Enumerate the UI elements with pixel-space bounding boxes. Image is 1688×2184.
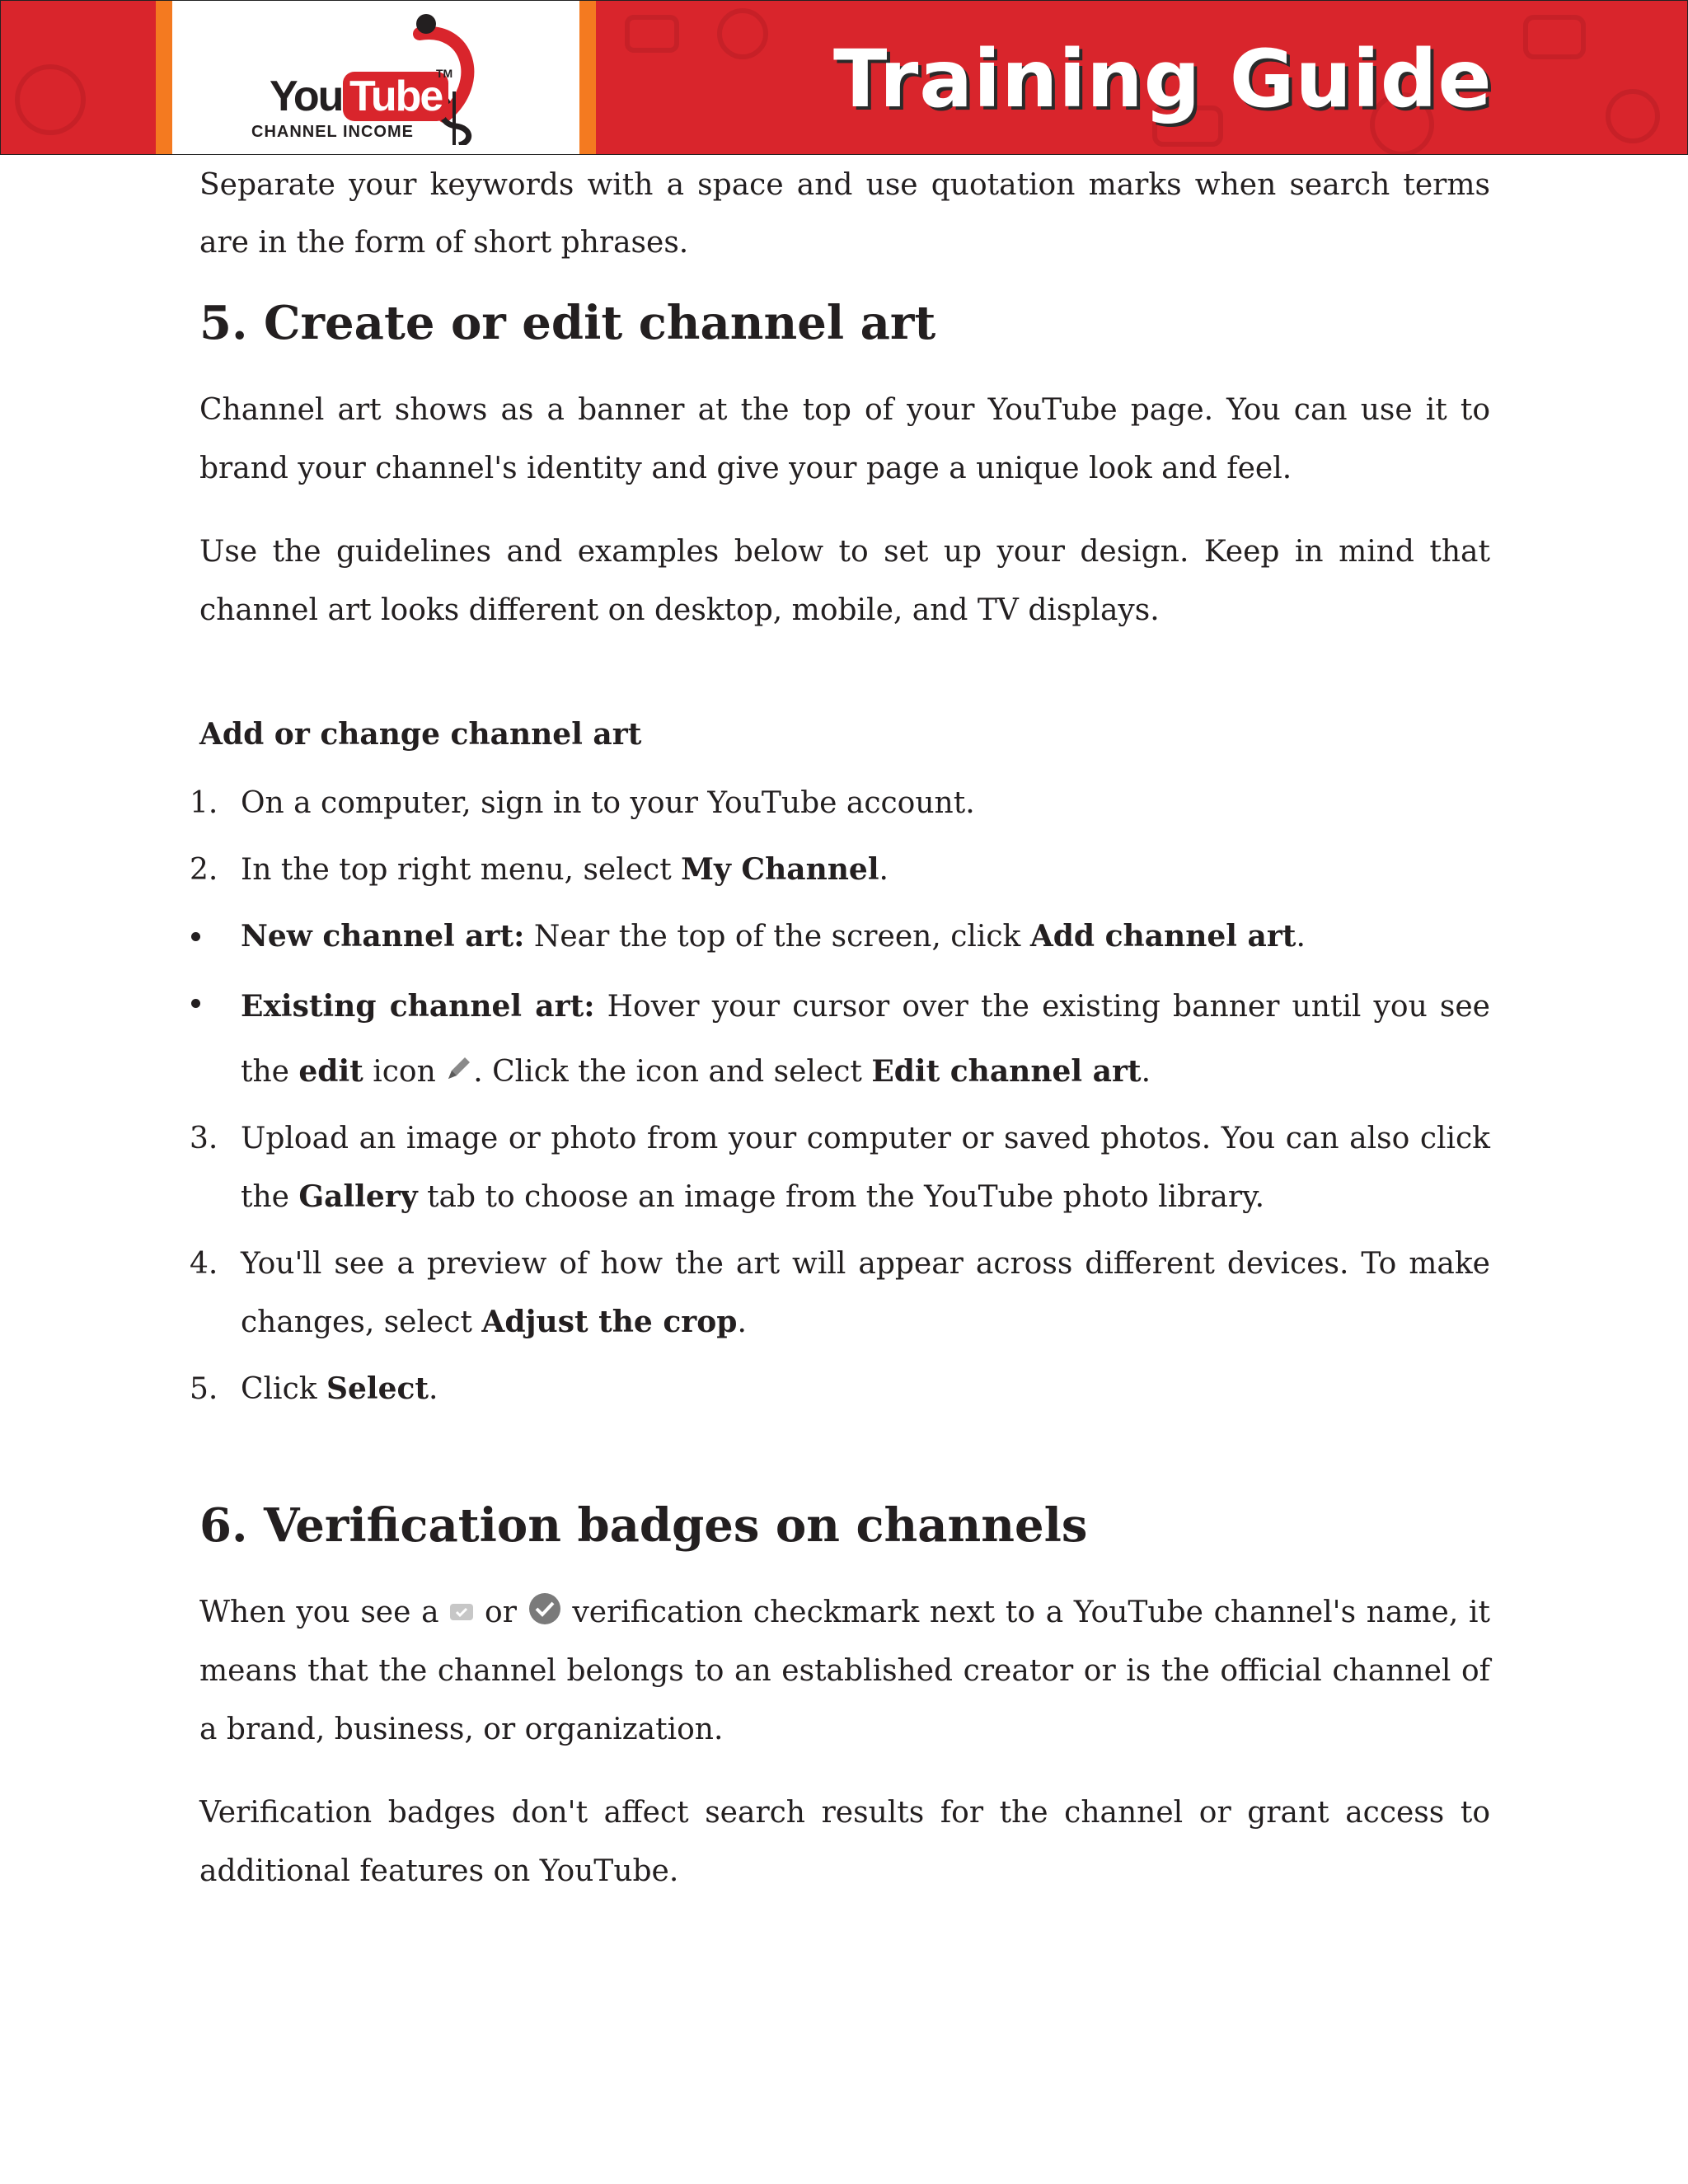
bullet-dot: [191, 932, 200, 941]
list-item: [190, 841, 1490, 899]
step-text: In the top right menu, select: [241, 853, 682, 887]
bullet-bold-text: New channel art:: [241, 919, 525, 954]
page-title: Training Guide: [833, 33, 1493, 125]
section-6-paragraph-1: [199, 1583, 1490, 1759]
bullet-text-2: icon: [363, 1055, 436, 1089]
step-number: 1.: [190, 786, 218, 820]
document-body: [190, 157, 1490, 1900]
section-6-heading: 6. Verification badges on channels: [199, 1498, 1088, 1553]
logo-you-text: You: [270, 73, 343, 120]
step-text-end: .: [737, 1305, 747, 1339]
list-item: [199, 907, 1490, 966]
step-bold-text: Adjust the crop: [481, 1305, 738, 1339]
step-text-end: tab to choose an image from the YouTube photo library.: [417, 1180, 1265, 1214]
page-header: [0, 0, 1688, 155]
list-item: [199, 974, 1490, 1104]
step-bold-text: My Channel: [681, 852, 879, 887]
list-item: [190, 1360, 1490, 1418]
verified-circle-icon: [528, 1591, 562, 1626]
bullet-dot: [191, 999, 200, 1008]
list-item: [190, 774, 1490, 832]
step-text-end: .: [879, 853, 889, 887]
logo: [156, 1, 596, 154]
logo-tube-text: Tube: [343, 72, 448, 121]
step-text: Click: [241, 1372, 326, 1406]
step-bold-text: Select: [326, 1371, 429, 1406]
bullet-bold-text-2: edit: [298, 1054, 363, 1089]
step-number: 5.: [190, 1372, 218, 1406]
step-text-end: .: [429, 1372, 438, 1406]
intro-paragraph: Separate your keywords with a space and use quotation marks when search terms are in the form of short phrases.: [199, 168, 1490, 260]
section-5-paragraph-2: Use the guidelines and examples below to set up your design. Keep in mind that channel art looks different on desktop, mobile, and TV displays.: [199, 535, 1490, 627]
bullet-bold-text-2: Add channel art: [1029, 919, 1296, 954]
section-6-text-b: or: [474, 1596, 528, 1629]
section-6-text-a: When you see a: [199, 1596, 450, 1629]
bullet-text: Near the top of the screen, click: [524, 920, 1030, 954]
step-number: 4.: [190, 1247, 218, 1281]
section-5-heading: 5. Create or edit channel art: [199, 296, 936, 350]
logo-subtitle: CHANNEL INCOME: [251, 123, 414, 141]
section-6-paragraph-2: Verification badges don't affect search results for the channel or grant access to additional features on YouTube.: [199, 1796, 1490, 1888]
add-channel-art-subheading: Add or change channel art: [199, 717, 642, 752]
step-text: You'll see a preview of how the art will appear across different devices. To make changes, select: [241, 1247, 1490, 1339]
step-text: Upload an image or photo from your computer or saved photos. You can also click the: [241, 1122, 1490, 1214]
list-item: [190, 1235, 1490, 1352]
section-5-paragraph-1: Channel art shows as a banner at the top of your YouTube page. You can use it to brand your channel's identity and give your page a unique look and feel.: [199, 393, 1490, 485]
bullet-bold-text: Existing channel art:: [241, 989, 595, 1024]
bullet-bold-text-3: Edit channel art: [871, 1054, 1142, 1089]
step-number: 3.: [190, 1122, 218, 1155]
logo-trademark: TM: [436, 67, 453, 80]
section-6-text-c: verification checkmark next to a YouTube channel's name, it means that the channel belongs to an established creator or is the official channel of a brand, business, or organization.: [199, 1596, 1490, 1746]
bullet-text-3: . Click the icon and select: [473, 1055, 872, 1089]
step-number: 2.: [190, 853, 218, 887]
verified-square-icon: [449, 1602, 474, 1622]
bullet-text: Hover your cursor over the existing banner until you see the: [241, 990, 1490, 1089]
step-bold-text: Gallery: [298, 1179, 418, 1214]
step-text: On a computer, sign in to your YouTube account.: [241, 786, 975, 820]
bullet-text-end: .: [1141, 1055, 1151, 1089]
list-item: [190, 1109, 1490, 1226]
pencil-icon: [445, 1054, 473, 1082]
channel-art-steps: [190, 774, 1490, 1418]
bullet-text-end: .: [1296, 920, 1306, 954]
